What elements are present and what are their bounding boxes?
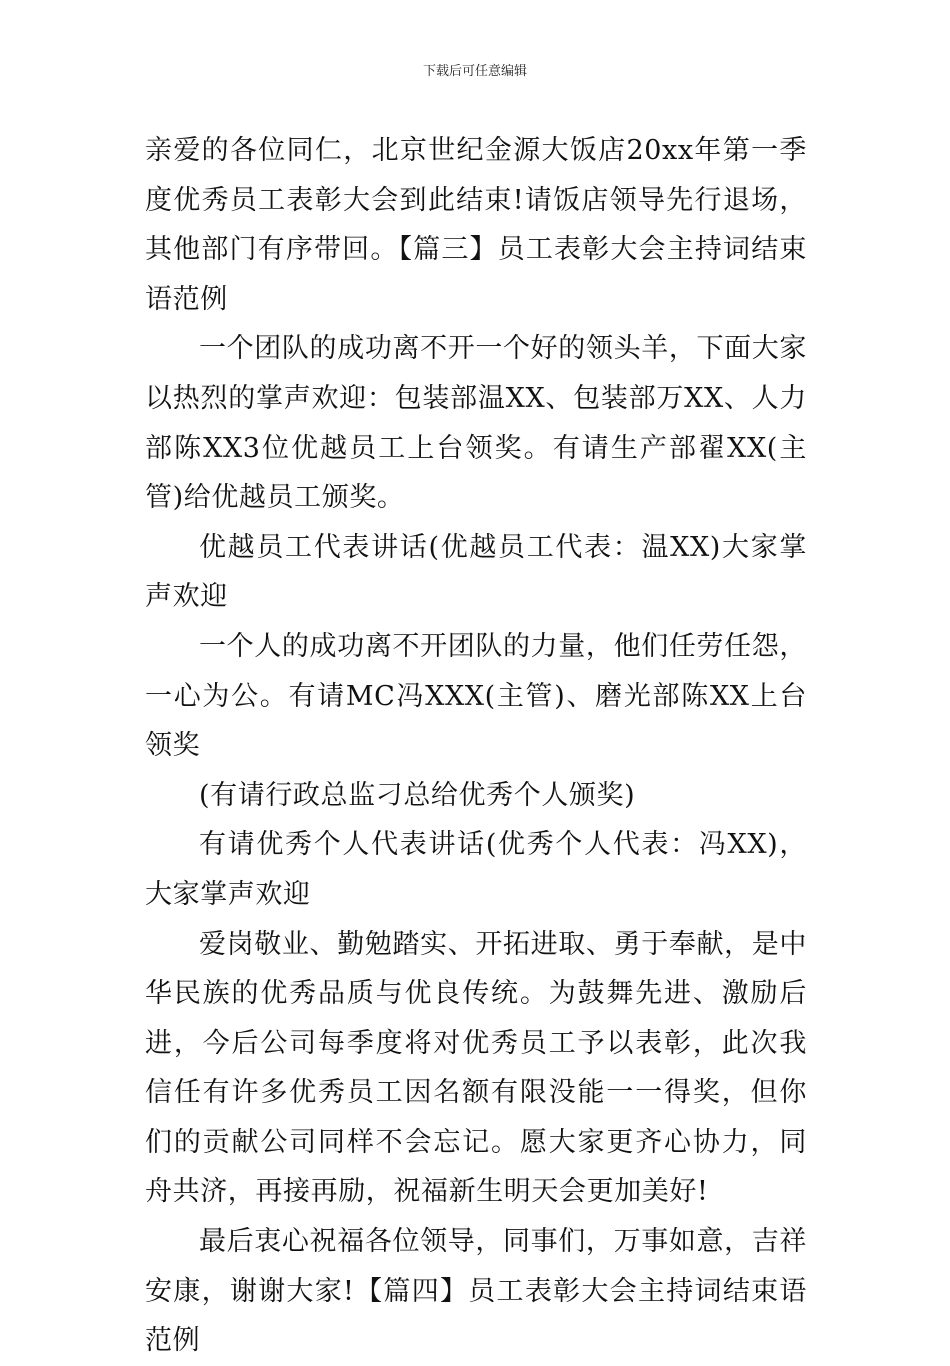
page-header-note: 下载后可任意编辑 xyxy=(422,64,527,79)
paragraph-final-wishes: 最后衷心祝福各位领导，同事们，万事如意，吉祥安康，谢谢大家!【篇四】员工表彰大会主持词结束语范例 xyxy=(145,1226,807,1357)
paragraph-encouragement: 爱岗敬业、勤勉踏实、开拓进取、勇于奉献，是中华民族的优秀品质与优良传统。为鼓舞先进、激励后进，今后公司每季度将对优秀员工予以表彰，此次我信任有许多优秀员工因名额有限没能一一得奖，但你们的贡献公司同样不会忘记。愿大家更齐心协力，同舟共济，再接再励，祝福新生明天会更加美好! xyxy=(145,928,807,1208)
paragraph-closing-remarks: 亲爱的各位同仁，北京世纪金源大饭店20xx年第一季度优秀员工表彰大会到此结束!请饭店领导先行退场，其他部门有序带回。【篇三】员工表彰大会主持词结束语范例 xyxy=(145,135,807,315)
paragraph-individual-speech: 有请优秀个人代表讲话(优秀个人代表：冯XX)，大家掌声欢迎 xyxy=(145,829,807,910)
paragraph-presenter: (有请行政总监刁总给优秀个人颁奖) xyxy=(199,779,636,811)
document-body xyxy=(145,126,807,1366)
paragraph-team-speech: 优越员工代表讲话(优越员工代表：温XX)大家掌声欢迎 xyxy=(145,531,807,613)
paragraph-team-award: 一个团队的成功离不开一个好的领头羊，下面大家以热烈的掌声欢迎：包装部温XX、包装部万XX、人力部陈XX3位优越员工上台领奖。有请生产部翟XX(主管)给优越员工颁奖。 xyxy=(145,333,807,514)
paragraph-individual-award: 一个人的成功离不开团队的力量，他们任劳任怨，一心为公。有请MC冯XXX(主管)、磨光部陈XX上台领奖 xyxy=(145,630,807,762)
